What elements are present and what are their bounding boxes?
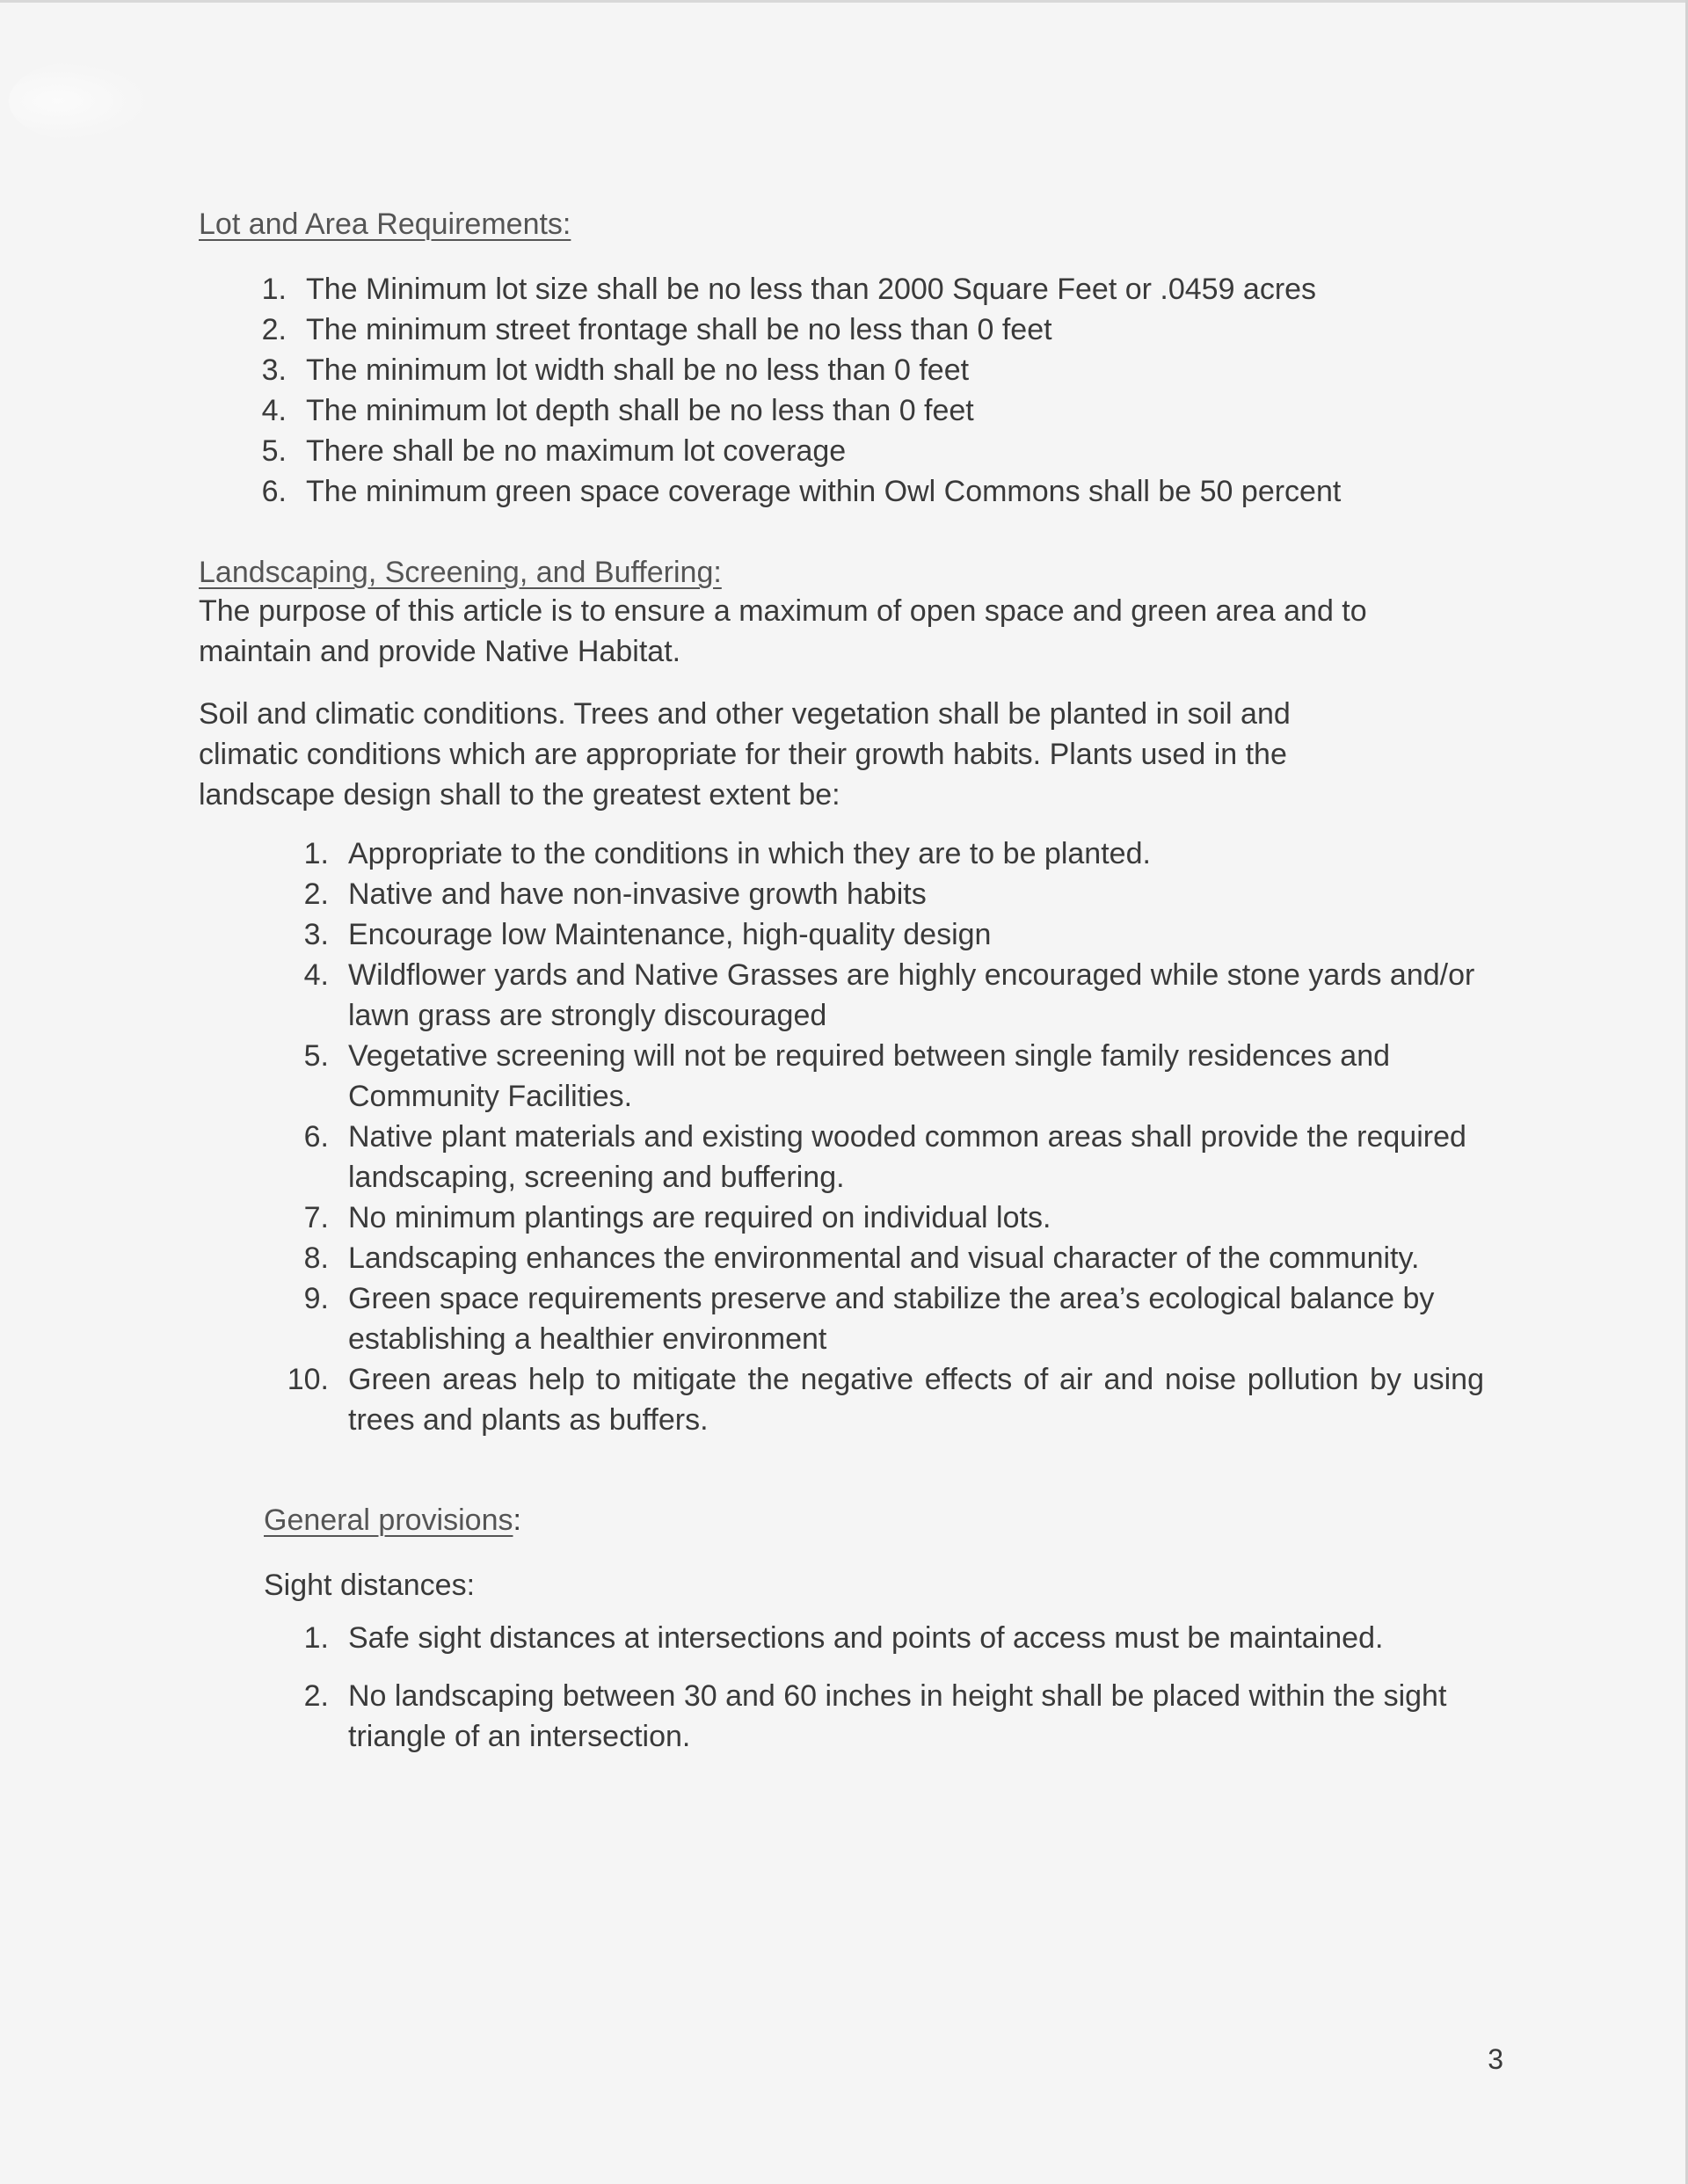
list-text: The minimum lot depth shall be no less than 0 feet xyxy=(306,394,974,427)
list-number: 6. xyxy=(261,475,287,508)
list-item xyxy=(276,1198,1484,1238)
list-number: 8. xyxy=(303,1241,329,1275)
list-number: 1. xyxy=(303,1621,329,1655)
soil-line: landscape design shall to the greatest extent be: xyxy=(199,778,840,812)
list-item xyxy=(241,390,1341,431)
list-number: 4. xyxy=(261,394,287,427)
sight-distances-heading: Sight distances: xyxy=(264,1569,476,1602)
soil-line: climatic conditions which are appropriate for their growth habits. Plants used in the xyxy=(199,738,1287,771)
list-text: The minimum green space coverage within Owl Commons shall be 50 percent xyxy=(306,475,1342,508)
list-text: Native plant materials and existing wooded common areas shall provide the required landscaping, screening and buffering. xyxy=(348,1120,1466,1194)
landscaping-list xyxy=(276,834,1484,1440)
list-text: The minimum lot width shall be no less than 0 feet xyxy=(306,353,970,387)
list-text: There shall be no maximum lot coverage xyxy=(306,434,847,468)
list-text: Vegetative screening will not be required between single family residences and Community Facilities. xyxy=(348,1039,1391,1113)
list-item xyxy=(276,1238,1484,1278)
purpose-paragraph xyxy=(199,591,1367,672)
list-text: Green space requirements preserve and stabilize the area’s ecological balance by establishing a healthier environment xyxy=(348,1282,1435,1356)
list-item xyxy=(241,269,1341,309)
sight-list xyxy=(276,1618,1484,1757)
list-item xyxy=(276,834,1484,874)
landscaping-heading: Landscaping, Screening, and Buffering: xyxy=(199,556,722,589)
list-text: Wildflower yards and Native Grasses are highly encouraged while stone yards and/or lawn grass are strongly discouraged xyxy=(348,958,1475,1032)
list-number: 7. xyxy=(303,1201,329,1234)
list-item xyxy=(276,874,1484,914)
list-number: 2. xyxy=(261,313,287,346)
list-text: Native and have non-invasive growth habits xyxy=(348,877,927,911)
list-text: Landscaping enhances the environmental and visual character of the community. xyxy=(348,1241,1420,1275)
list-item xyxy=(276,1618,1484,1658)
list-text: Green areas help to mitigate the negative effects of air and noise pollution by using trees and plants as buffers. xyxy=(348,1363,1484,1437)
list-item xyxy=(241,471,1341,512)
list-text: No minimum plantings are required on individual lots. xyxy=(348,1201,1051,1234)
list-number: 6. xyxy=(303,1120,329,1154)
list-number: 3. xyxy=(303,918,329,951)
soil-line: Soil and climatic conditions. Trees and other vegetation shall be planted in soil and xyxy=(199,697,1291,731)
list-number: 1. xyxy=(261,273,287,306)
list-item xyxy=(276,955,1484,1036)
list-number: 9. xyxy=(303,1282,329,1315)
scan-edge-top xyxy=(0,0,1688,3)
list-item xyxy=(276,914,1484,955)
list-item xyxy=(241,350,1341,390)
general-heading-colon: : xyxy=(513,1503,521,1537)
soil-paragraph xyxy=(199,694,1291,815)
general-heading: General provisions xyxy=(264,1503,513,1537)
list-item xyxy=(276,1359,1484,1440)
list-number: 3. xyxy=(261,353,287,387)
list-item xyxy=(241,431,1341,471)
list-number: 2. xyxy=(303,877,329,911)
list-number: 10. xyxy=(287,1363,329,1396)
list-number: 2. xyxy=(303,1679,329,1713)
list-item xyxy=(276,1676,1484,1757)
list-text: No landscaping between 30 and 60 inches in height shall be placed within the sight triangle of an intersection. xyxy=(348,1679,1447,1753)
general-heading-line xyxy=(264,1500,521,1540)
purpose-line: maintain and provide Native Habitat. xyxy=(199,635,681,668)
list-text: The minimum street frontage shall be no less than 0 feet xyxy=(306,313,1052,346)
list-number: 4. xyxy=(303,958,329,992)
list-number: 1. xyxy=(303,837,329,870)
list-text: Appropriate to the conditions in which they are to be planted. xyxy=(348,837,1151,870)
page-number: 3 xyxy=(1488,2043,1503,2075)
list-text: Safe sight distances at intersections and points of access must be maintained. xyxy=(348,1621,1384,1655)
lot-area-list xyxy=(241,269,1341,512)
list-number: 5. xyxy=(303,1039,329,1073)
lot-area-heading: Lot and Area Requirements: xyxy=(199,207,571,241)
scan-blemish xyxy=(9,62,149,141)
list-text: Encourage low Maintenance, high-quality design xyxy=(348,918,992,951)
list-number: 5. xyxy=(261,434,287,468)
list-item xyxy=(276,1036,1484,1117)
list-item xyxy=(241,309,1341,350)
list-text: The Minimum lot size shall be no less than 2000 Square Feet or .0459 acres xyxy=(306,273,1317,306)
purpose-line: The purpose of this article is to ensure a maximum of open space and green area and to xyxy=(199,594,1367,628)
list-item xyxy=(276,1117,1484,1198)
list-item xyxy=(276,1278,1484,1359)
